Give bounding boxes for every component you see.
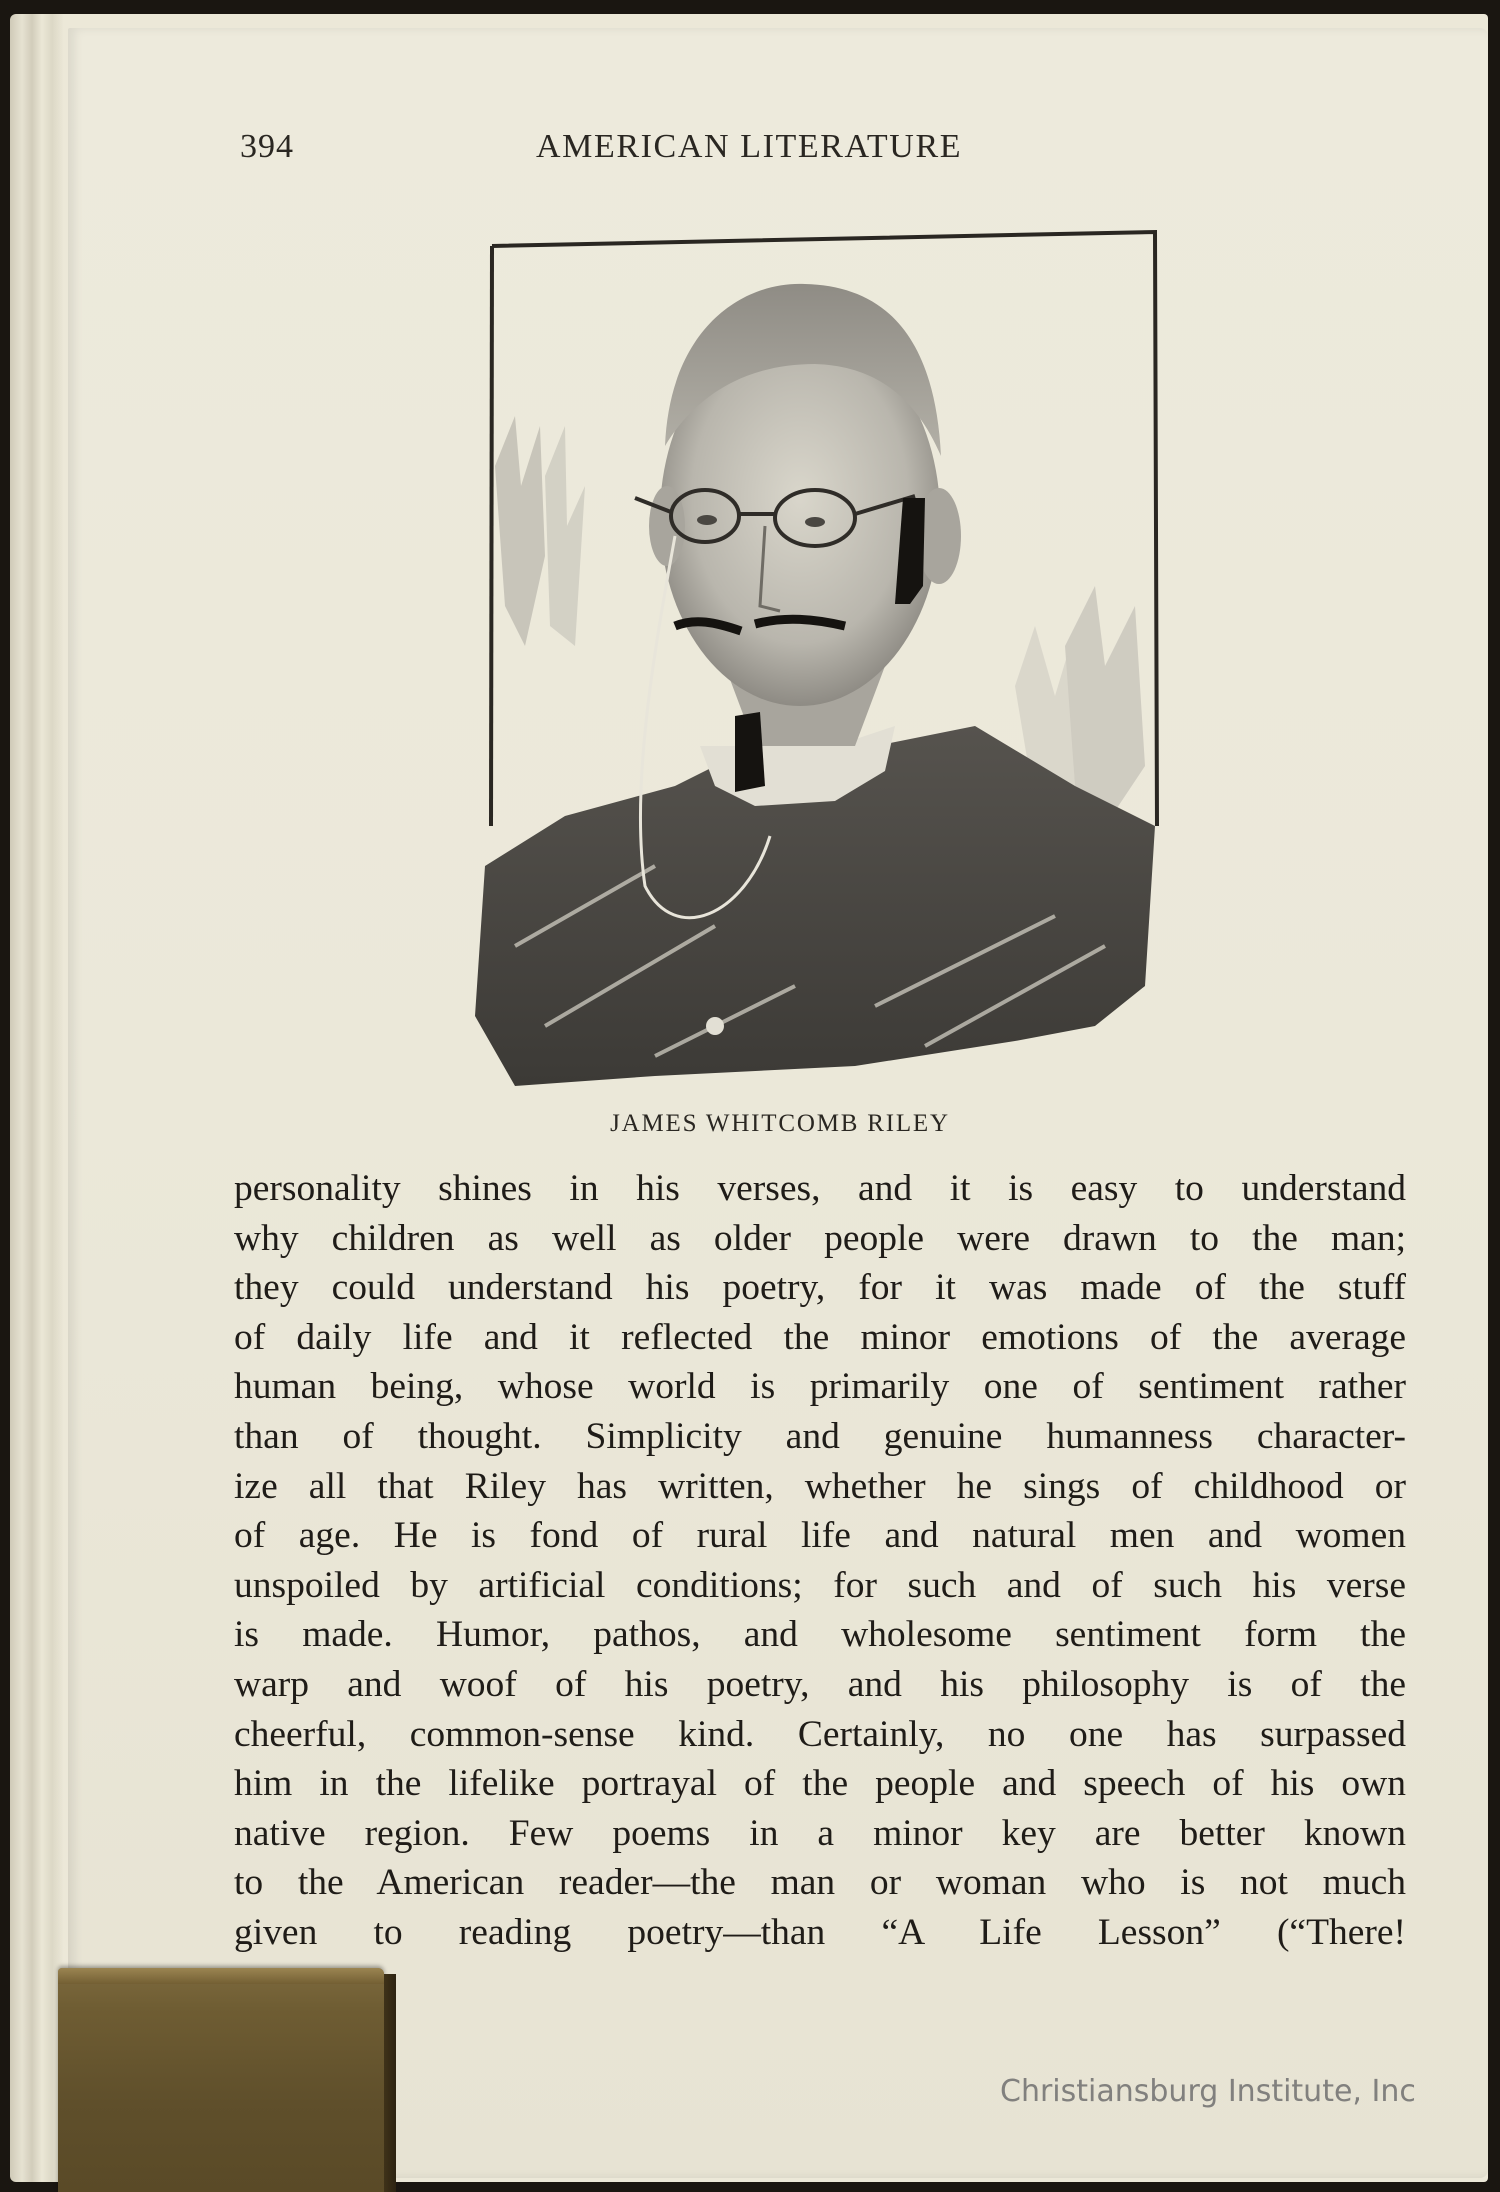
body-line: personality shines in his verses, and it is easy to understand <box>234 1168 1406 1209</box>
body-line: given to reading poetry—than “A Life Lesson” (“There! <box>234 1911 1406 1953</box>
watermark-text: Christiansburg Institute, Inc <box>1000 2074 1416 2109</box>
bookmark-block <box>58 1968 384 2192</box>
body-line: warp and woof of his poetry, and his philosophy is of the <box>234 1663 1406 1705</box>
body-line: they could understand his poetry, for it was made of the stuff <box>234 1267 1406 1309</box>
body-line: unspoiled by artificial conditions; for such and of such his verse <box>234 1564 1406 1606</box>
body-line: human being, whose world is primarily one of sentiment rather <box>234 1366 1406 1408</box>
body-line: ize all that Riley has written, whether he sings of childhood or <box>234 1465 1406 1507</box>
body-line: native region. Few poems in a minor key are better known <box>234 1812 1406 1854</box>
page-header <box>0 128 1500 168</box>
body-paragraph <box>234 1164 1406 1958</box>
body-line: of age. He is fond of rural life and natural men and women <box>234 1515 1406 1557</box>
bookmark-edge <box>384 1974 396 2192</box>
body-line: of daily life and it reflected the minor emotions of the average <box>234 1316 1406 1358</box>
body-line: him in the lifelike portrayal of the people and speech of his own <box>234 1763 1406 1805</box>
running-head: AMERICAN LITERATURE <box>536 128 963 165</box>
portrait-caption: JAMES WHITCOMB RILEY <box>610 1110 950 1137</box>
portrait-engraving <box>455 226 1175 1096</box>
body-line: is made. Humor, pathos, and wholesome sentiment form the <box>234 1614 1406 1656</box>
body-line: why children as well as older people were drawn to the man; <box>234 1217 1406 1259</box>
body-line: than of thought. Simplicity and genuine humanness character- <box>234 1415 1406 1457</box>
body-line: to the American reader—the man or woman who is not much <box>234 1862 1406 1904</box>
portrait-illustration <box>455 226 1175 1096</box>
page-number: 394 <box>240 128 294 165</box>
body-line: cheerful, common-sense kind. Certainly, no one has surpassed <box>234 1713 1406 1755</box>
